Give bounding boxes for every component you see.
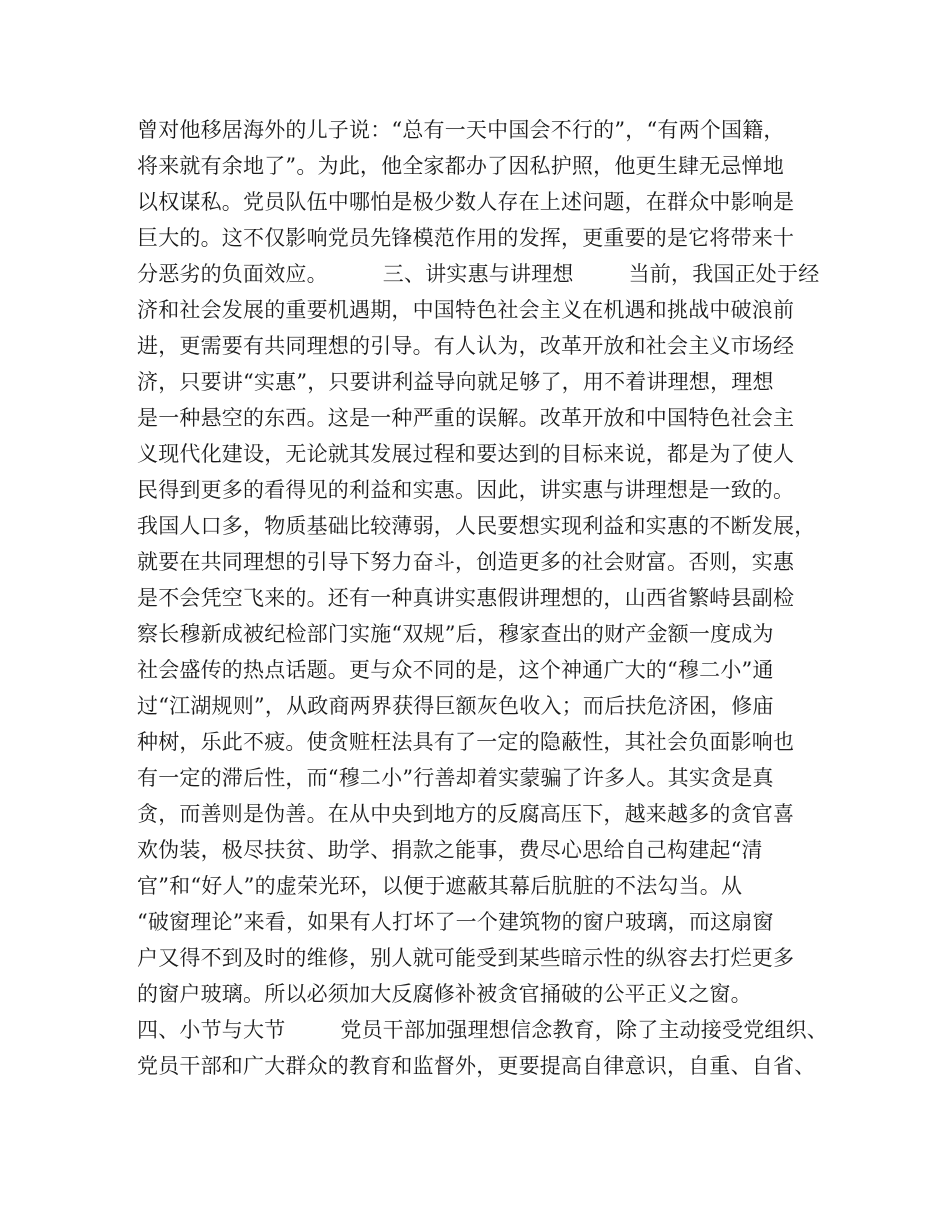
text-line-10: 义现代化建设，无论就其发展过程和要达到的目标来说，都是为了使人 — [137, 442, 795, 466]
text-line-13: 就要在共同理想的引导下努力奋斗，创造更多的社会财富。否则，实惠 — [137, 550, 795, 574]
text-line-7: 进，更需要有共同理想的引导。有人认为，改革开放和社会主义市场经 — [137, 334, 795, 358]
text-line-8: 济，只要讲“实惠”，只要讲利益导向就足够了，用不着讲理想，理想 — [137, 370, 774, 394]
text-line-14: 是不会凭空飞来的。还有一种真讲实惠假讲理想的，山西省繁峙县副检 — [137, 586, 795, 610]
text-line-23: “破窗理论”来看，如果有人打坏了一个建筑物的窗户玻璃，而这扇窗 — [137, 910, 774, 934]
text-line-3: 以权谋私。党员队伍中哪怕是极少数人存在上述问题，在群众中影响是 — [137, 190, 795, 214]
text-line-27: 党员干部和广大群众的教育和监督外，更要提高自律意识，自重、自省、 — [137, 1054, 816, 1078]
text-line-4: 巨大的。这不仅影响党员先锋模范作用的发挥，更重要的是它将带来十 — [137, 226, 795, 250]
text-line-1: 曾对他移居海外的儿子说：“总有一天中国会不行的”，“有两个国籍， — [137, 118, 785, 142]
text-line-5: 分恶劣的负面效应。 三、讲实惠与讲理想 当前，我国正处于经 — [137, 262, 820, 286]
text-line-22: 官”和“好人”的虚荣光环，以便于遮蔽其幕后肮脏的不法勾当。从 — [137, 874, 743, 898]
text-line-24: 户又得不到及时的维修，别人就可能受到某些暗示性的纵容去打烂更多 — [137, 946, 795, 970]
text-line-17: 过“江湖规则”，从政商两界获得巨额灰色收入；而后扶危济困，修庙 — [137, 694, 774, 718]
text-line-25: 的窗户玻璃。所以必须加大反腐修补被贪官捅破的公平正义之窗。 — [137, 982, 752, 1006]
text-line-21: 欢伪装，极尽扶贫、助学、捐款之能事，费尽心思给自己构建起“清 — [137, 838, 763, 862]
text-line-9: 是一种悬空的东西。这是一种严重的误解。改革开放和中国特色社会主 — [137, 406, 795, 430]
text-line-20: 贪，而善则是伪善。在从中央到地方的反腐高压下，越来越多的贪官喜 — [137, 802, 795, 826]
text-line-2: 将来就有余地了”。为此，他全家都办了因私护照，他更生肆无忌惮地 — [137, 154, 784, 178]
body-text — [137, 112, 827, 1084]
text-line-6: 济和社会发展的重要机遇期，中国特色社会主义在机遇和挑战中破浪前 — [137, 298, 795, 322]
text-line-11: 民得到更多的看得见的利益和实惠。因此，讲实惠与讲理想是一致的。 — [137, 478, 795, 502]
text-line-12: 我国人口多，物质基础比较薄弱，人民要想实现利益和实惠的不断发展， — [137, 514, 816, 538]
text-line-16: 社会盛传的热点话题。更与众不同的是，这个神通广大的“穆二小”通 — [137, 658, 774, 682]
text-line-18: 种树，乐此不疲。使贪赃枉法具有了一定的隐蔽性，其社会负面影响也 — [137, 730, 795, 754]
text-line-26: 四、小节与大节 党员干部加强理想信念教育，除了主动接受党组织、 — [137, 1018, 828, 1042]
text-line-19: 有一定的滞后性，而“穆二小”行善却着实蒙骗了许多人。其实贪是真 — [137, 766, 774, 790]
text-line-15: 察长穆新成被纪检部门实施“双规”后，穆家查出的财产金额一度成为 — [137, 622, 774, 646]
